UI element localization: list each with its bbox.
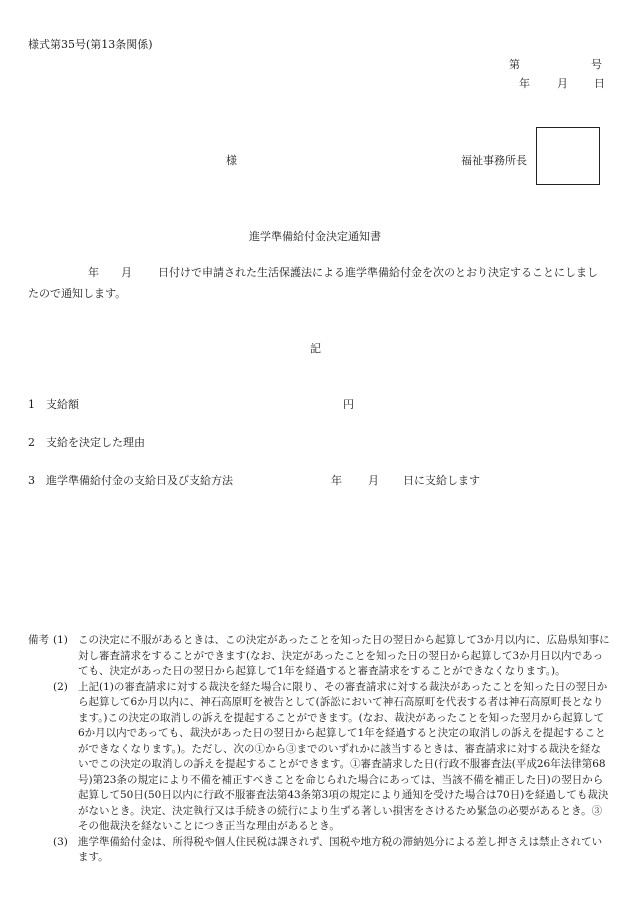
ki-marker: 記 xyxy=(310,342,321,355)
number-prefix: 第 xyxy=(509,58,520,71)
notes-lead: 備考 xyxy=(28,634,49,646)
note-2-number: (2) xyxy=(53,680,68,693)
item-amount-label: 1 支給額 xyxy=(28,398,79,411)
note-3 xyxy=(28,835,610,866)
form-number: 様式第35号(第13条関係) xyxy=(28,38,153,51)
addressee-honorific: 様 xyxy=(226,154,237,167)
seal-box xyxy=(536,127,600,185)
intro-paragraph xyxy=(28,262,606,304)
number-suffix: 号 xyxy=(591,58,602,71)
item-payment-year: 年 xyxy=(331,474,342,487)
date-month-label: 月 xyxy=(557,77,568,90)
date-year-label: 年 xyxy=(519,77,530,90)
intro-text: 日付けで申請された生活保護法による進学準備給付金を次のとおり決定することにしましたので通知します。 xyxy=(28,266,598,300)
item-payment-label: 3 進学準備給付金の支給日及び支給方法 xyxy=(28,474,233,487)
note-2 xyxy=(28,680,610,835)
note-1-number: (1) xyxy=(53,634,68,646)
document-title: 進学準備給付金決定通知書 xyxy=(249,230,381,243)
issuer-title: 福祉事務所長 xyxy=(461,154,527,167)
item-reason-label: 2 支給を決定した理由 xyxy=(28,436,145,449)
note-1 xyxy=(28,633,610,680)
intro-year: 年 xyxy=(88,266,99,279)
item-payment-day-text: 日に支給します xyxy=(403,474,480,487)
note-3-text: 進学準備給付金は、所得税や個人住民税は課されず、国税や地方税の滞納処分による差し押さえは禁止されています。 xyxy=(78,835,603,863)
intro-month: 月 xyxy=(121,266,132,279)
date-day-label: 日 xyxy=(594,77,605,90)
note-1-text: この決定に不服があるときは、この決定があったことを知った日の翌日から起算して3か月以内に、広島県知事に対し審査請求をすることができます(なお、決定があったことを知った日の翌日から起算して3か月日以内であっても、決定があった日の翌日から起算して1年を経過すると審査請求をすることができなくなります。)。 xyxy=(78,634,610,677)
item-amount-unit: 円 xyxy=(343,398,354,411)
note-3-number: (3) xyxy=(53,835,68,848)
notes-section xyxy=(28,633,610,866)
note-2-text: 上記(1)の審査請求に対する裁決を経た場合に限り、その審査請求に対する裁決があったことを知った日の翌日から起算して6か月以内に、神石高原町を被告として(訴訟において神石高原町を代表する者は神石高原町長となります。)この決定の取消しの訴えを提起することができます。(なお、裁決があったことを知った翌月から起算して6か月以内であっても、裁決があった日の翌日から起算して1年を経過すると決定の取消しの訴えを提起することができなくなります。)。ただし、次の①から③までのいずれかに該当するときは、審査請求に対する裁決を経ないでこの決定の取消しの訴えを提起することができます。①審査請求した日(行政不服審査法(平成26年法律第68号)第23条の規定により不備を補正すべきことを命じられた場合にあっては、当該不備を補正した日)の翌日から起算して50日(50日以内に行政不服審査法第43条第3項の規定により通知を受けた場合は70日)を経過しても裁決がないとき。決定、決定執行又は手続きの続行により生ずる著しい損害をさけるため緊急の必要があるとき。③その他裁決を経ないことにつき正当な理由があるとき。 xyxy=(78,680,609,832)
item-payment-month: 月 xyxy=(368,474,379,487)
